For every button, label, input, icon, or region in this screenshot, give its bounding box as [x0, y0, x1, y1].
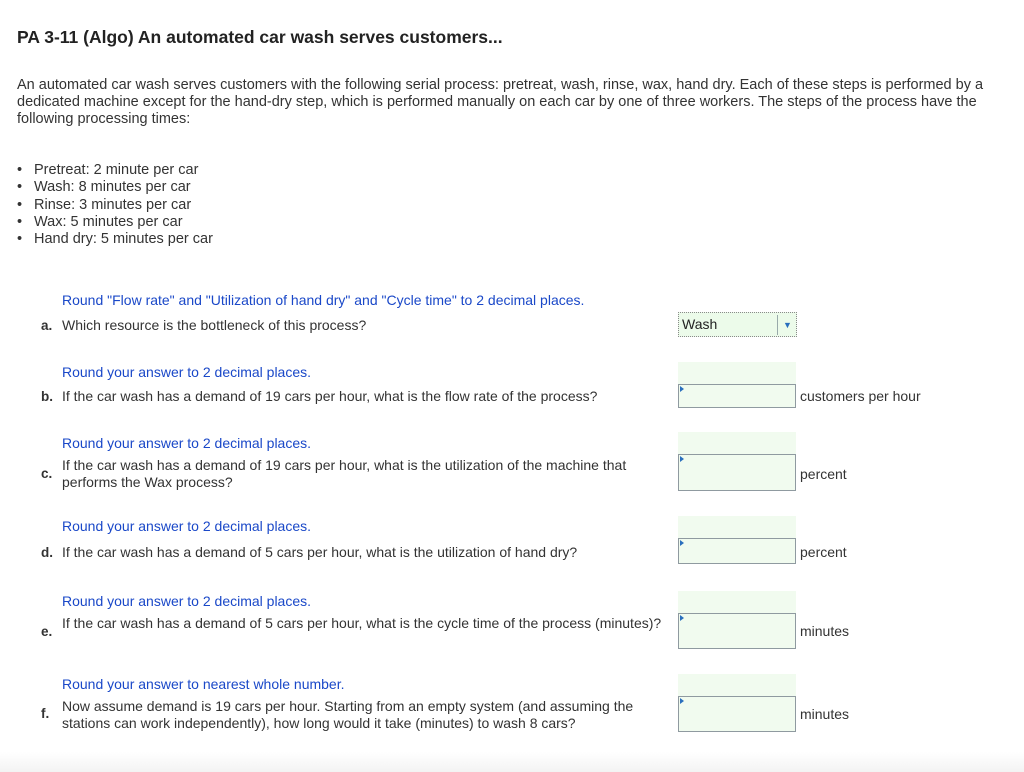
answer-shade [678, 362, 796, 384]
answer-shade [678, 674, 796, 696]
time-to-wash-input[interactable] [678, 696, 796, 732]
rounding-hint-c: Round your answer to 2 decimal places. [62, 435, 312, 451]
unit-label: percent [800, 466, 847, 482]
question-c-text: If the car wash has a demand of 19 cars per hour, what is the utilization of the machine that performs the Wax process? [62, 457, 627, 490]
flag-icon [680, 615, 684, 621]
unit-label: minutes [800, 623, 850, 639]
question-f-text: Now assume demand is 19 cars per hour. Starting from an empty system (and assuming the stations can work independently), how long would it take (minutes) to wash 8 cars? [62, 698, 634, 731]
question-b-label: b. [41, 389, 53, 404]
question-b-text: If the car wash has a demand of 19 cars per hour, what is the flow rate of the process? [62, 388, 598, 404]
page-footer-shade [0, 752, 1024, 772]
unit-label: minutes [800, 706, 850, 722]
answer-shade [678, 432, 796, 454]
question-d-label: d. [41, 545, 53, 560]
rounding-hint-e: Round your answer to 2 decimal places. [62, 593, 312, 609]
question-f-label: f. [41, 706, 50, 721]
unit-label: percent [800, 544, 847, 560]
bottleneck-select[interactable] [678, 312, 797, 337]
list-item: • Wax: 5 minutes per car [17, 214, 213, 231]
list-item: • Rinse: 3 minutes per car [17, 197, 213, 214]
intro-paragraph: An automated car wash serves customers with the following serial process: pretreat, wash, rinse, wax, hand dry. Each of these steps is performed by a dedicated machine except for the hand-dry step, which is performed manually on each car by one of three workers. The steps of the process have the following processing times: [17, 77, 984, 127]
list-item: • Hand dry: 5 minutes per car [17, 231, 213, 248]
question-a-text: Which resource is the bottleneck of this process? [62, 317, 367, 333]
rounding-hint-d: Round your answer to 2 decimal places. [62, 518, 312, 534]
hand-dry-utilization-input[interactable] [678, 538, 796, 564]
unit-label: customers per hour [800, 388, 921, 404]
answer-shade [678, 591, 796, 613]
question-d-text: If the car wash has a demand of 5 cars per hour, what is the utilization of hand dry? [62, 544, 578, 560]
wax-utilization-input[interactable] [678, 454, 796, 491]
question-a-label: a. [41, 318, 53, 333]
chevron-down-icon[interactable]: ▼ [783, 320, 792, 330]
bottleneck-selected-value: Wash [682, 316, 718, 332]
flag-icon [680, 456, 684, 462]
answer-shade [678, 516, 796, 538]
list-item: • Wash: 8 minutes per car [17, 179, 213, 196]
flag-icon [680, 540, 684, 546]
flow-rate-input[interactable] [678, 384, 796, 408]
flag-icon [680, 386, 684, 392]
flag-icon [680, 698, 684, 704]
question-e-label: e. [41, 624, 53, 639]
cycle-time-input[interactable] [678, 613, 796, 649]
rounding-hint-b: Round your answer to 2 decimal places. [62, 364, 312, 380]
processing-times-list [17, 162, 213, 248]
page-title: PA 3-11 (Algo) An automated car wash serves customers... [17, 27, 503, 47]
list-item: • Pretreat: 2 minute per car [17, 162, 213, 179]
select-divider [777, 315, 778, 335]
rounding-hint-f: Round your answer to nearest whole number. [62, 676, 345, 692]
question-e-text: If the car wash has a demand of 5 cars per hour, what is the cycle time of the process (minutes)? [62, 615, 662, 631]
rounding-hint-a: Round "Flow rate" and "Utilization of hand dry" and "Cycle time" to 2 decimal places. [62, 292, 585, 308]
question-c-label: c. [41, 466, 53, 481]
